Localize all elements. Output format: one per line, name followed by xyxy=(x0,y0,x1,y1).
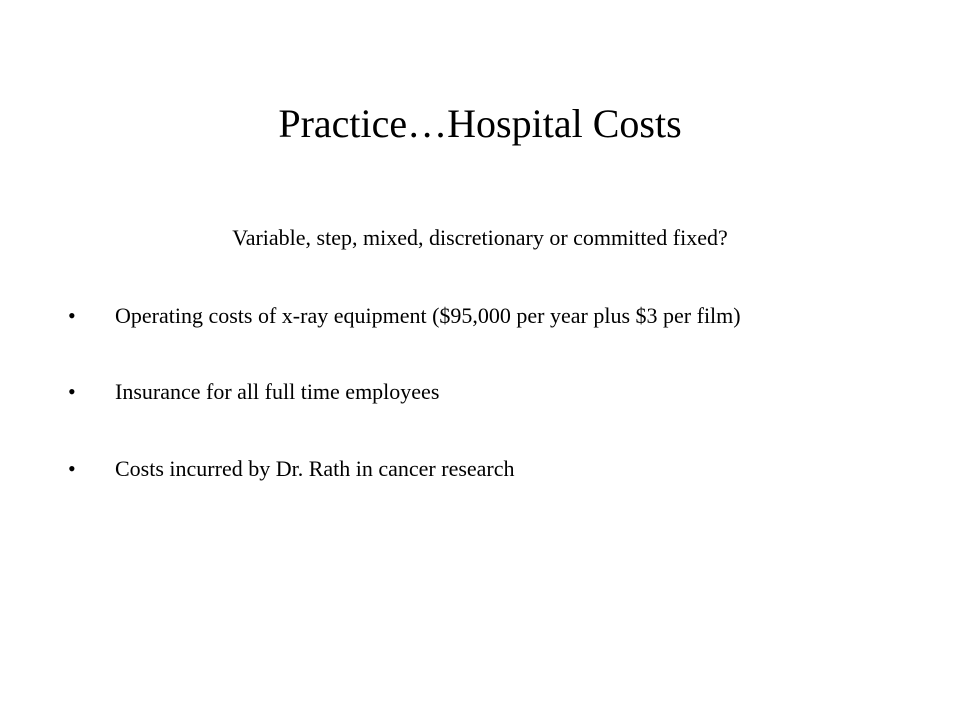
bullet-marker-icon: • xyxy=(68,379,76,404)
bullet-marker-icon: • xyxy=(68,456,76,481)
slide-title: Practice…Hospital Costs xyxy=(278,101,682,146)
bullet-text: Insurance for all full time employees xyxy=(115,379,440,404)
bullet-text: Costs incurred by Dr. Rath in cancer research xyxy=(115,456,515,481)
slide-prompt: Variable, step, mixed, discretionary or committed fixed? xyxy=(232,225,728,250)
bullet-text: Operating costs of x-ray equipment ($95,000 per year plus $3 per film) xyxy=(115,303,741,328)
bullet-marker-icon: • xyxy=(68,303,76,328)
